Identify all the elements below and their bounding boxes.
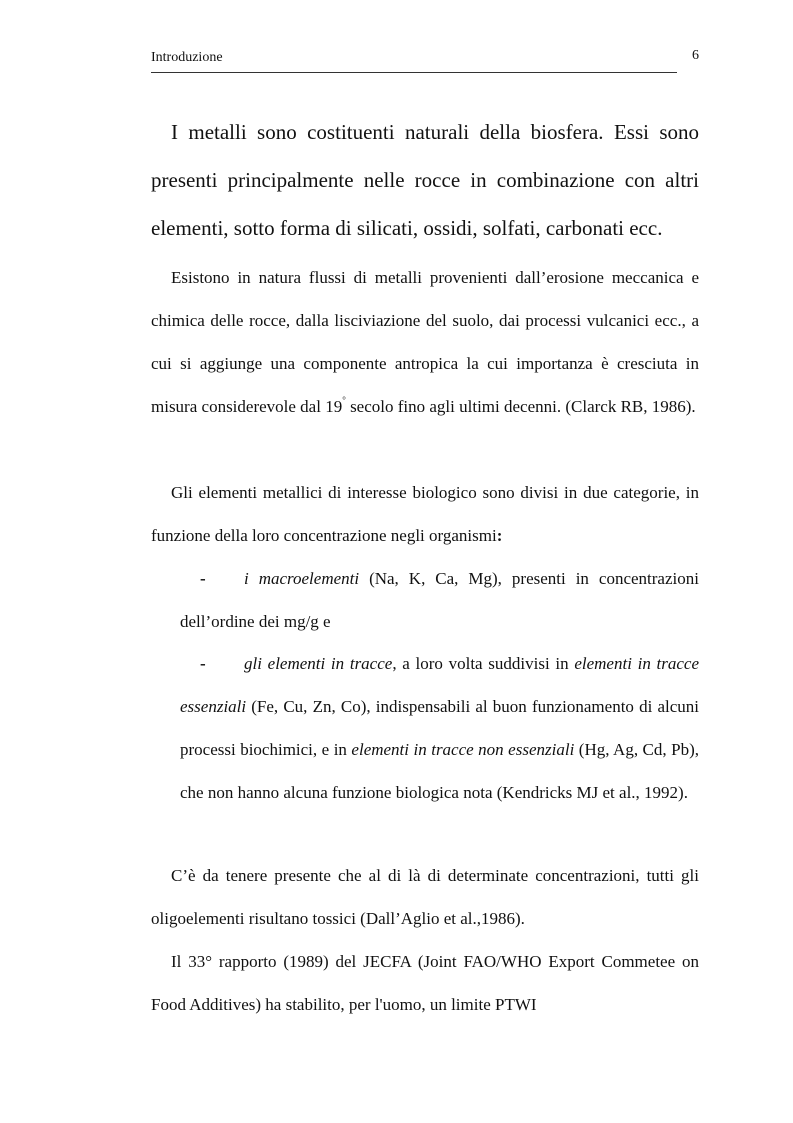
term-nonessential-trace-elements: elementi in tracce non essenziali [351,740,575,759]
list-item-trace-elements [180,642,699,814]
paragraph-jecfa [151,940,699,1026]
paragraph-categories-colon: : [496,526,503,545]
paragraph-jecfa-text: Il 33° rapporto (1989) del JECFA (Joint FAO/WHO Export Commetee on Food Additives) ha stabilito, per l'uomo, un limite PTWI [151,952,699,1014]
term-macroelements: i macroelementi [244,569,360,588]
list-bullet: - [200,654,206,673]
term-essential-trace-elements: elementi in tracce essenziali [180,654,700,716]
paragraph-intro [151,108,699,252]
list-bullet: - [200,569,206,588]
paragraph-toxicity [151,854,699,940]
paragraph-categories-text: Gli elementi metallici di interesse biologico sono divisi in due categorie, in funzione della loro concentrazione negli organismi [151,483,699,545]
header-title: Introduzione [151,50,223,65]
list-item-macroelements [180,557,699,643]
paragraph-metal-flows [151,256,699,428]
list-item-trace-text-3: (Hg, Ag, Cd, Pb), che non hanno alcuna funzione biologica nota (Kendricks MJ et al., 1992). [180,740,700,802]
paragraph-toxicity-text: C’è da tenere presente che al di là di determinate concentrazioni, tutti gli oligoelementi risultano tossici (Dall’Aglio et al.,1986). [151,866,699,928]
term-trace-elements: gli elementi in tracce [244,654,393,673]
degree-superscript: ° [342,395,346,405]
list-item-trace-text-2: (Fe, Cu, Zn, Co), indispensabili al buon funzionamento di alcuni processi biochimici, e in [180,697,699,759]
page-number: 6 [692,48,699,63]
list-item-trace-text-1: , a loro volta suddivisi in [392,654,575,673]
page-header [151,46,677,73]
paragraph-metal-flows-text-b: secolo fino agli ultimi decenni. (Clarck RB, 1986). [345,397,696,416]
paragraph-categories [151,471,699,557]
paragraph-intro-text: I metalli sono costituenti naturali della biosfera. Essi sono presenti principalmente nelle rocce in combinazione con altri elementi, sotto forma di silicati, ossidi, solfati, carbonati ecc. [151,120,699,240]
paragraph-metal-flows-text-a: Esistono in natura flussi di metalli provenienti dall’erosione meccanica e chimica delle rocce, dalla lisciviazione del suolo, dai processi vulcanici ecc., a cui si aggiunge una componente antropica la cui importanza è cresciuta in misura considerevole dal 19 [151,268,699,416]
list-item-macroelements-text: (Na, K, Ca, Mg), presenti in concentrazioni dell’ordine dei mg/g e [180,569,699,631]
